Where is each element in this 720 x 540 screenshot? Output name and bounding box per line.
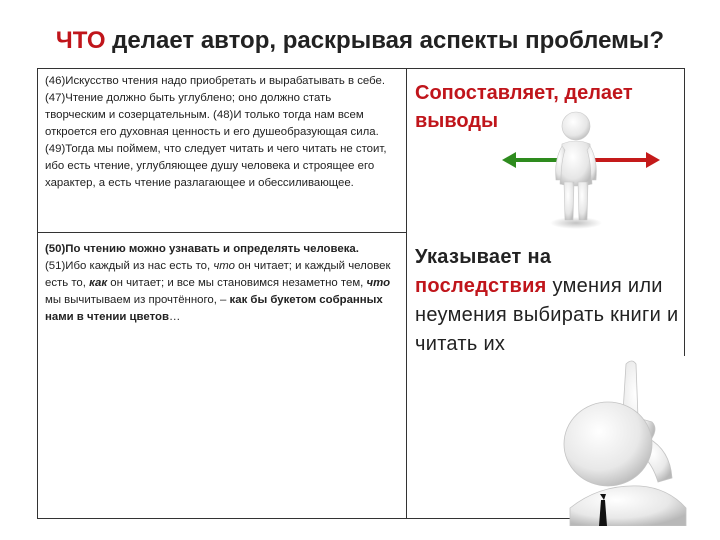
column-divider	[406, 69, 407, 518]
quote-2-part-4: он читает; и каждый человек есть то,	[45, 260, 391, 289]
thinking-person-icon	[560, 358, 720, 526]
quote-2-part-5: как	[89, 277, 108, 289]
quote-2-part-7: что	[366, 277, 391, 289]
quote-2-part-9: как бы букетом собранных нами в чтении цветов	[45, 294, 383, 323]
title-accent: ЧТО	[55, 27, 106, 54]
person-between-arrows-icon	[466, 80, 698, 232]
answer-2-part-b: последствия	[415, 275, 547, 297]
answer-cell-2	[415, 243, 687, 359]
answer-2-part-c: умения или неумения выбирать книги и читать их	[415, 275, 679, 355]
page-title	[0, 27, 720, 55]
quote-2-part-6: он читает; и все мы становимся незаметно тем,	[107, 277, 367, 289]
row-divider	[38, 232, 406, 233]
quote-2-part-3: что	[213, 260, 235, 272]
quote-2-part-8: мы вычитываем из прочтённого, –	[45, 294, 230, 306]
quote-cell-2	[45, 241, 395, 326]
quote-cell-1: (46)Искусство чтения надо приобретать и вырабатывать в себе. (47)Чтение должно быть углублено; оно должно стать творческим и созерцательным. (48)И только тогда нам всем откроется его духовная ценность и его душеобразующая сила. (49)Тогда мы поймем, что следует читать и чего читать не стоит, ибо есть чтение, углубляющее душу человека и строящее его характер, а есть чтение разлагающее и обессиливающее.	[45, 75, 387, 189]
quote-2-part-1: (50)По чтению можно узнавать и определять человека.	[45, 243, 359, 255]
quote-2-part-2: (51)Ибо каждый из нас есть то,	[45, 260, 214, 272]
quote-2-part-10: …	[168, 311, 181, 323]
answer-2-part-a: Указывает на	[415, 246, 552, 268]
answer-cell-1: Сопоставляет, делает выводы	[415, 82, 633, 132]
title-rest: делает автор, раскрывая аспекты проблемы?	[105, 27, 665, 54]
